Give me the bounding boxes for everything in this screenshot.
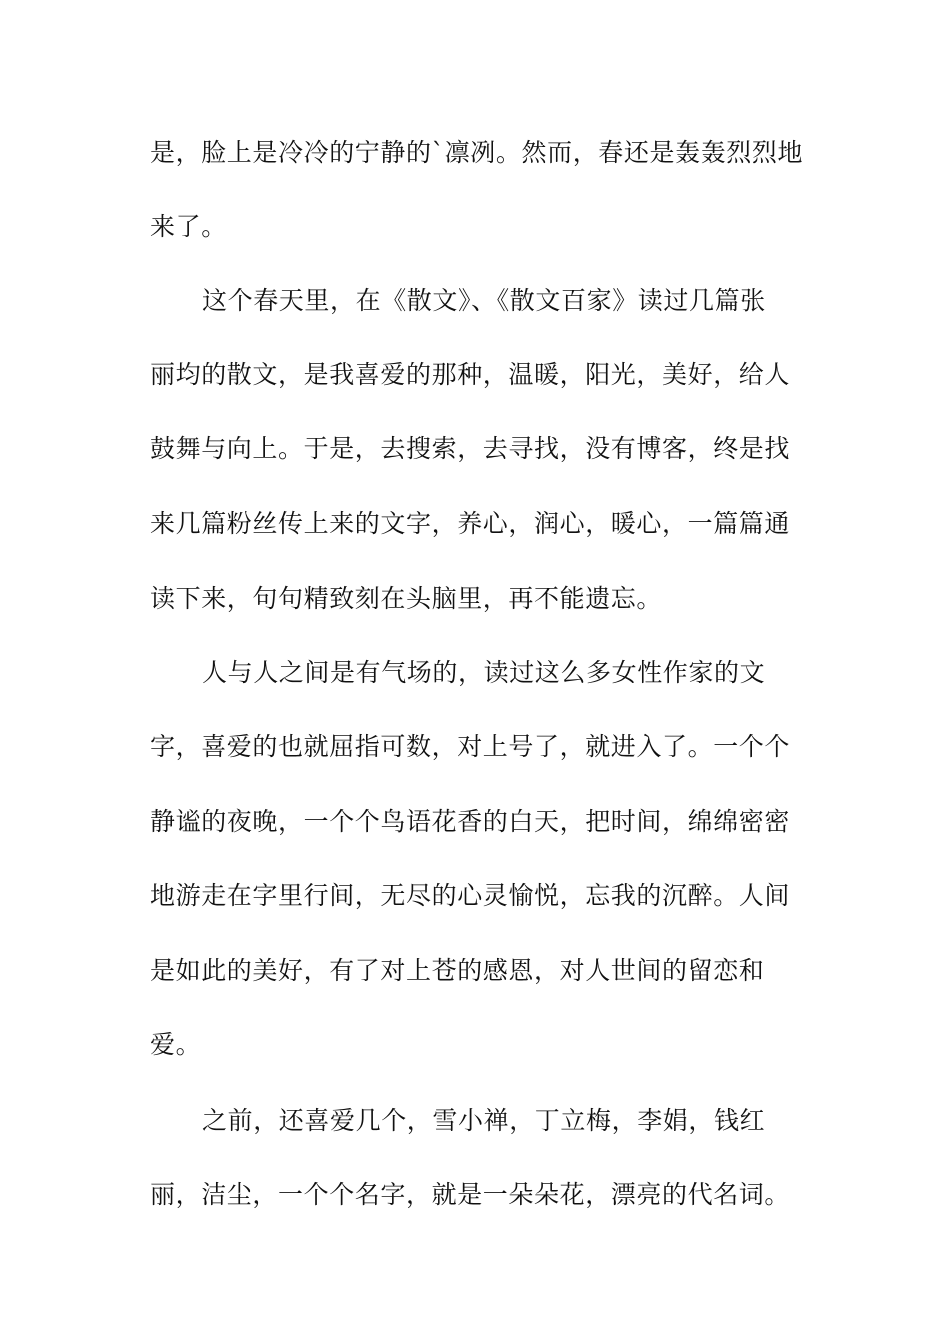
text-line: 是，脸上是冷冷的宁静的`凛冽。然而，春还是轰轰烈烈地 <box>150 138 804 167</box>
paragraph-first-line: 之前，还喜爱几个，雪小禅，丁立梅，李娟，钱红 <box>202 1106 766 1135</box>
text-line: 来几篇粉丝传上来的文字，养心，润心，暖心，一篇篇通 <box>150 509 791 538</box>
text-line: 静谧的夜晚，一个个鸟语花香的白天，把时间，绵绵密密 <box>150 807 791 836</box>
text-line: 爱。 <box>150 1030 202 1059</box>
paragraph-first-line: 这个春天里，在《散文》、《散文百家》读过几篇张 <box>202 286 766 315</box>
text-line: 读下来，句句精致刻在头脑里，再不能遗忘。 <box>150 584 663 613</box>
paragraph-first-line: 人与人之间是有气场的，读过这么多女性作家的文 <box>202 658 766 687</box>
text-line: 地游走在字里行间，无尽的心灵愉悦，忘我的沉醉。人间 <box>150 881 791 910</box>
text-line: 丽均的散文，是我喜爱的那种，温暖，阳光，美好，给人 <box>150 360 791 389</box>
text-line: 来了。 <box>150 212 227 241</box>
text-line: 字，喜爱的也就屈指可数，对上号了，就进入了。一个个 <box>150 732 791 761</box>
text-line: 丽，洁尘，一个个名字，就是一朵朵花，漂亮的代名词。 <box>150 1180 791 1209</box>
text-line: 鼓舞与向上。于是，去搜索，去寻找，没有博客，终是找 <box>150 434 791 463</box>
text-line: 是如此的美好，有了对上苍的感恩，对人世间的留恋和 <box>150 956 765 985</box>
